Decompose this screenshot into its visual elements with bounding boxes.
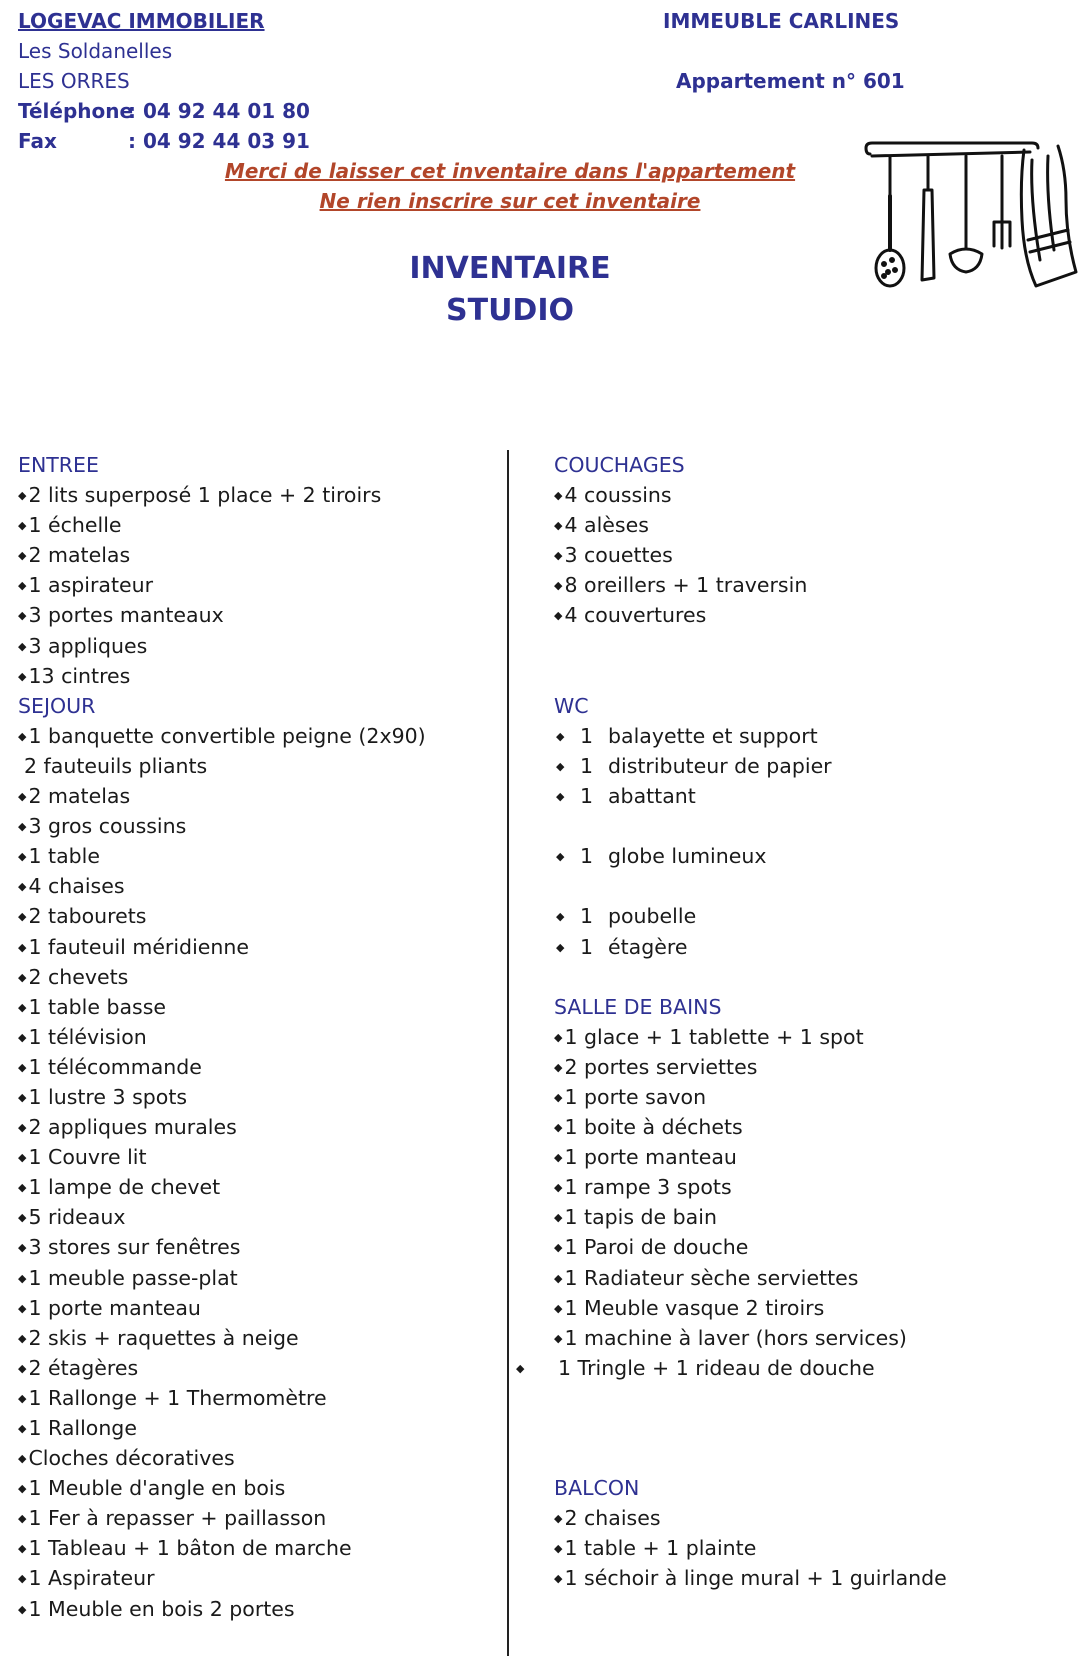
entree-list (18, 480, 498, 691)
list-item: ◆ 1 boite à déchets (554, 1112, 1054, 1142)
sejour-list (18, 781, 498, 1624)
list-item: ◆ 1 table + 1 plainte (554, 1533, 1054, 1563)
list-item: ◆ 1 abattant (556, 784, 696, 809)
list-item: ◆ 1 échelle (18, 510, 498, 540)
section-title-balcon: BALCON (554, 1476, 640, 1501)
list-item: ◆ 2 lits superposé 1 place + 2 tiroirs (18, 480, 498, 510)
kitchen-utensils-icon (862, 140, 1080, 300)
list-item: 2 fauteuils pliants (24, 753, 208, 778)
list-item: ◆ 1 télévision (18, 1022, 498, 1052)
section-title-wc: WC (554, 693, 589, 718)
phone-label: Téléphone (18, 99, 134, 123)
list-item: ◆ 1 meuble passe-plat (18, 1263, 498, 1293)
list-item: ◆ 1 lampe de chevet (18, 1172, 498, 1202)
list-item: ◆ 5 rideaux (18, 1202, 498, 1232)
list-item: ◆ 4 coussins (554, 480, 1054, 510)
list-item: ◆ 4 alèses (554, 510, 1054, 540)
list-item: ◆ 1 porte savon (554, 1082, 1054, 1112)
list-item: ◆ 1 Rallonge + 1 Thermomètre (18, 1383, 498, 1413)
notice-do-not-write: Ne rien inscrire sur cet inventaire (319, 189, 701, 213)
list-item: ◆ 1 lustre 3 spots (18, 1082, 498, 1112)
building-name: IMMEUBLE CARLINES (663, 9, 900, 33)
list-item: ◆ 1 Rallonge (18, 1413, 498, 1443)
list-item: ◆ 1 Fer à repasser + paillasson (18, 1503, 498, 1533)
list-item: ◆ 1 Radiateur sèche serviettes (554, 1263, 1054, 1293)
phone-number: : 04 92 44 01 80 (128, 99, 310, 123)
balcon-list (554, 1503, 1054, 1593)
list-item: ◆ 1 porte manteau (18, 1293, 498, 1323)
list-item: ◆ 3 stores sur fenêtres (18, 1232, 498, 1262)
list-item: ◆ 1 séchoir à linge mural + 1 guirlande (554, 1563, 1054, 1593)
list-item: ◆ 1 banquette convertible peigne (2x90) (18, 721, 498, 751)
list-item: ◆ 2 portes serviettes (554, 1052, 1054, 1082)
list-item: ◆ 2 matelas (18, 781, 498, 811)
list-item: ◆ 1 table (18, 841, 498, 871)
address-line-1: Les Soldanelles (18, 39, 173, 63)
company-name: LOGEVAC IMMOBILIER (18, 9, 265, 33)
section-title-entree: ENTREE (18, 453, 99, 477)
list-item: ◆ 2 matelas (18, 540, 498, 570)
column-divider (507, 450, 509, 1656)
list-item: ◆ 1 porte manteau (554, 1142, 1054, 1172)
list-item: ◆ 1 télécommande (18, 1052, 498, 1082)
list-item: ◆ 13 cintres (18, 661, 498, 691)
page-title: INVENTAIRE (409, 251, 611, 286)
fax-label: Fax (18, 129, 57, 153)
section-title-couchages: COUCHAGES (554, 453, 685, 477)
list-item: ◆ 1 rampe 3 spots (554, 1172, 1054, 1202)
list-item: ◆ 2 appliques murales (18, 1112, 498, 1142)
wc-list (554, 721, 1054, 962)
list-item: ◆ 1 balayette et support (556, 723, 818, 748)
list-item: ◆ 1 Meuble d'angle en bois (18, 1473, 498, 1503)
list-item: ◆ 3 couettes (554, 540, 1054, 570)
list-item: ◆ 1 Tableau + 1 bâton de marche (18, 1533, 498, 1563)
couchages-list (554, 480, 1054, 630)
page-subtitle: STUDIO (446, 293, 574, 328)
list-item: ◆ 1 tapis de bain (554, 1202, 1054, 1232)
list-item: ◆ 2 chaises (554, 1503, 1054, 1533)
left-column (18, 450, 498, 1624)
list-item: ◆ 1 Meuble vasque 2 tiroirs (554, 1293, 1054, 1323)
fax-number: : 04 92 44 03 91 (128, 129, 310, 153)
sdb-list (554, 1022, 1054, 1353)
list-item: ◆ 1 distributeur de papier (556, 753, 832, 778)
list-item: ◆ 1 aspirateur (18, 570, 498, 600)
list-item: ◆ 2 chevets (18, 962, 498, 992)
section-title-salle-de-bains: SALLE DE BAINS (554, 994, 722, 1019)
list-item: ◆ 2 skis + raquettes à neige (18, 1323, 498, 1353)
list-item: ◆ 3 appliques (18, 631, 498, 661)
list-item: ◆ 1 poubelle (556, 904, 697, 929)
list-item: ◆ 1 étagère (556, 934, 688, 959)
list-item: ◆ 1 Aspirateur (18, 1563, 498, 1593)
list-item: ◆ 8 oreillers + 1 traversin (554, 570, 1054, 600)
list-item: ◆ 1 fauteuil méridienne (18, 932, 498, 962)
list-item: ◆ 1 Tringle + 1 rideau de douche (516, 1355, 875, 1380)
list-item: ◆ 1 glace + 1 tablette + 1 spot (554, 1022, 1054, 1052)
list-item: ◆ 1 Meuble en bois 2 portes (18, 1594, 498, 1624)
right-column (516, 450, 1054, 1594)
list-item: ◆ 3 portes manteaux (18, 600, 498, 630)
list-item: ◆ 1 Paroi de douche (554, 1232, 1054, 1262)
section-title-sejour: SEJOUR (18, 693, 96, 718)
list-item: ◆ 1 table basse (18, 992, 498, 1022)
address-line-2: LES ORRES (18, 69, 130, 93)
list-item: ◆ 3 gros coussins (18, 811, 498, 841)
list-item: ◆ Cloches décoratives (18, 1443, 498, 1473)
list-item: ◆ 2 étagères (18, 1353, 498, 1383)
list-item: ◆ 2 tabourets (18, 901, 498, 931)
apartment-number: Appartement n° 601 (676, 69, 905, 93)
list-item: ◆ 4 chaises (18, 871, 498, 901)
list-item: ◆ 1 globe lumineux (556, 844, 767, 869)
list-item: ◆ 1 Couvre lit (18, 1142, 498, 1172)
list-item: ◆ 4 couvertures (554, 600, 1054, 630)
notice-leave-inventory: Merci de laisser cet inventaire dans l'appartement (224, 159, 796, 183)
list-item: ◆ 1 machine à laver (hors services) (554, 1323, 1054, 1353)
